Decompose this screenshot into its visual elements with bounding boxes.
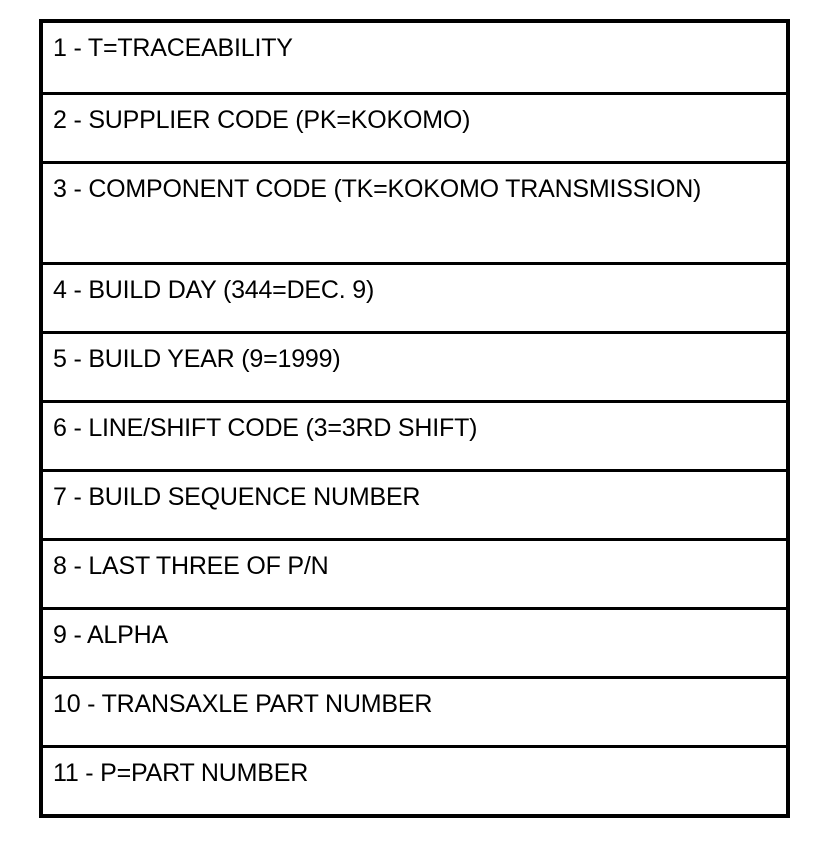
legend-row-4: [43, 262, 786, 331]
legend-row-6: [43, 400, 786, 469]
legend-row-10-text: 10 - TRANSAXLE PART NUMBER: [53, 690, 433, 718]
legend-row-6-text: 6 - LINE/SHIFT CODE (3=3RD SHIFT): [53, 414, 478, 442]
legend-row-5: [43, 331, 786, 400]
legend-row-1: [43, 23, 786, 92]
legend-row-7-text: 7 - BUILD SEQUENCE NUMBER: [53, 483, 421, 511]
legend-row-9: [43, 607, 786, 676]
legend-row-8: [43, 538, 786, 607]
legend-row-7: [43, 469, 786, 538]
legend-row-2-text: 2 - SUPPLIER CODE (PK=KOKOMO): [53, 106, 471, 134]
legend-row-1-text: 1 - T=TRACEABILITY: [53, 34, 293, 62]
legend-row-2: [43, 92, 786, 161]
legend-row-9-text: 9 - ALPHA: [53, 621, 168, 649]
legend-row-5-text: 5 - BUILD YEAR (9=1999): [53, 345, 341, 373]
legend-row-8-text: 8 - LAST THREE OF P/N: [53, 552, 329, 580]
legend-row-11: [43, 745, 786, 814]
legend-row-3-text: 3 - COMPONENT CODE (TK=KOKOMO TRANSMISSION): [53, 175, 702, 203]
legend-row-11-text: 11 - P=PART NUMBER: [53, 759, 309, 787]
legend-row-3: [43, 161, 786, 262]
legend-row-4-text: 4 - BUILD DAY (344=DEC. 9): [53, 276, 375, 304]
legend-row-10: [43, 676, 786, 745]
legend-table: [39, 19, 790, 818]
